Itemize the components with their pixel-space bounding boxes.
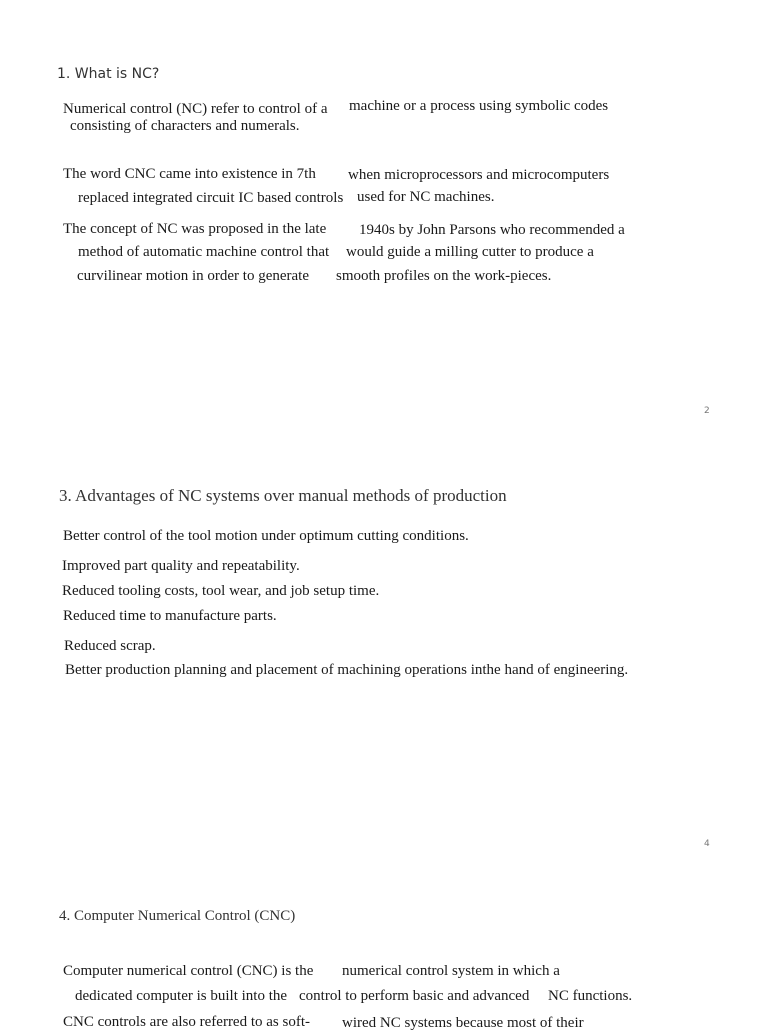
s1-p2-line1b: when microprocessors and microcomputers <box>348 167 610 183</box>
s1-p2-line2b: used for NC machines. <box>357 189 495 205</box>
section3-heading: 3. Advantages of NC systems over manual methods of production <box>59 486 507 505</box>
s1-p3-line1b: 1940s by John Parsons who recommended a <box>359 222 625 238</box>
s4-p1-line2b: control to perform basic and advanced <box>299 988 530 1004</box>
section4-heading: 4. Computer Numerical Control (CNC) <box>59 908 296 924</box>
s1-p3-line3a: curvilinear motion in order to generate <box>77 268 309 284</box>
s1-p2-line1a: The word CNC came into existence in 7th <box>63 166 316 182</box>
s1-p1-line1a: Numerical control (NC) refer to control of a <box>63 101 328 117</box>
s1-p2-line2a: replaced integrated circuit IC based controls <box>78 190 344 206</box>
s4-p1-line2a: dedicated computer is built into the <box>75 988 288 1004</box>
s4-p2-line1a: CNC controls are also referred to as soft- <box>63 1014 311 1030</box>
s3-list-item-1: Better control of the tool motion under optimum cutting conditions. <box>63 528 469 544</box>
page-number: 4 <box>704 839 710 849</box>
s1-p3-line3b: smooth profiles on the work-pieces. <box>336 268 552 284</box>
s1-p3-line2a: method of automatic machine control that <box>78 244 330 260</box>
s3-list-item-3: Reduced tooling costs, tool wear, and job setup time. <box>62 583 380 599</box>
s3-list-item-5: Reduced scrap. <box>64 638 156 654</box>
s1-p1-line2: consisting of characters and numerals. <box>70 118 300 134</box>
s3-list-item-4: Reduced time to manufacture parts. <box>63 608 277 624</box>
s4-p2-line1b: wired NC systems because most of their <box>342 1015 584 1031</box>
s3-list-item-2: Improved part quality and repeatability. <box>62 558 300 574</box>
s4-p1-line1a: Computer numerical control (CNC) is the <box>63 963 314 979</box>
section1-heading: 1. What is NC? <box>57 66 160 82</box>
page-number: 2 <box>704 406 710 416</box>
s1-p3-line2b: would guide a milling cutter to produce a <box>346 244 594 260</box>
s4-p1-line2c: NC functions. <box>548 988 633 1004</box>
s1-p3-line1a: The concept of NC was proposed in the late <box>63 221 327 237</box>
s4-p1-line1b: numerical control system in which a <box>342 963 560 979</box>
s3-list-item-6: Better production planning and placement of machining operations inthe hand of engineering. <box>65 662 629 678</box>
s1-p1-line1b: machine or a process using symbolic codes <box>349 98 609 114</box>
